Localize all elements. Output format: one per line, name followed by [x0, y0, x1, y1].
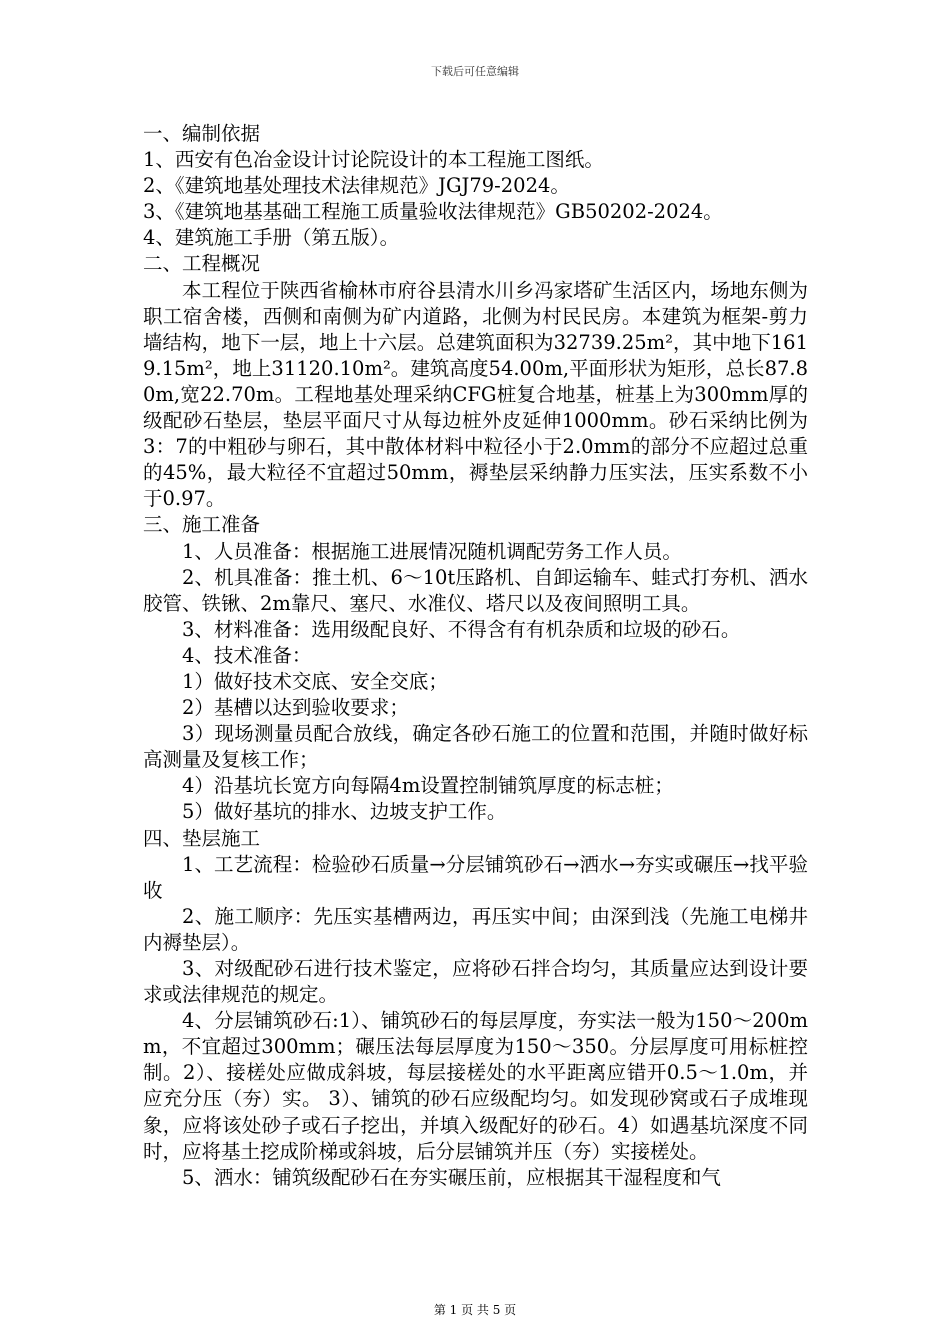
- body-paragraph: 3、对级配砂石进行技术鉴定，应将砂石拌合均匀，其质量应达到设计要求或法律规范的规定。: [143, 957, 808, 1007]
- page-footer: 第 1 页 共 5 页: [433, 1303, 517, 1317]
- section-line: 2、《建筑地基处理技术法律规范》JGJ79-2024。: [143, 174, 570, 198]
- body-paragraph: 3、材料准备：选用级配良好、不得含有有机杂质和垃圾的砂石。: [182, 617, 741, 641]
- page-header: 下载后可任意编辑: [431, 65, 519, 78]
- section-line: 三、施工准备: [143, 513, 261, 537]
- body-paragraph: 4、技术准备：: [182, 643, 312, 667]
- body-paragraph: 2、施工顺序：先压实基槽两边，再压实中间；由深到浅（先施工电梯井内褥垫层）。: [143, 904, 808, 954]
- body-paragraph: 本工程位于陕西省榆林市府谷县清水川乡冯家塔矿生活区内，场地东侧为职工宿舍楼，西侧和南侧为矿内道路，北侧为村民民房。本建筑为框架-剪力墙结构，地下一层，地上十六层。总建筑面积为32739.25m²，其中地下1619.15m²，地上31120.10m²。建筑高度54.00m,平面形状为矩形，总长87.80m,宽22.70m。工程地基处理采纳CFG桩复合地基，桩基上为300mm厚的级配砂石垫层，垫层平面尺寸从每边桩外皮延伸1000mm。砂石采纳比例为3：7的中粗砂与卵石，其中散体材料中粒径小于2.0mm的部分不应超过总重的45%，最大粒径不宜超过50mm，褥垫层采纳静力压实法，压实系数不小于0.97。: [143, 278, 808, 511]
- body-paragraph: 1、工艺流程：检验砂石质量→分层铺筑砂石→洒水→夯实或碾压→找平验收: [143, 852, 808, 902]
- section-line: 4、建筑施工手册（第五版）。: [143, 226, 400, 250]
- body-paragraph: 2、机具准备：推土机、6～10t压路机、自卸运输车、蛙式打夯机、洒水胶管、铁锹、2m靠尺、塞尺、水准仪、塔尺以及夜间照明工具。: [143, 565, 808, 615]
- body-paragraph: 4）沿基坑长宽方向每隔4m设置控制铺筑厚度的标志桩；: [182, 774, 674, 798]
- section-line: 四、垫层施工: [143, 826, 261, 850]
- section-line: 一、编制依据: [143, 122, 261, 145]
- section-line: 二、工程概况: [143, 252, 261, 276]
- body-paragraph: 1、人员准备：根据施工进展情况随机调配劳务工作人员。: [182, 539, 682, 563]
- section-line: 3、《建筑地基基础工程施工质量验收法律规范》GB50202-2024。: [143, 200, 723, 224]
- body-paragraph: 4、分层铺筑砂石:1）、铺筑砂石的每层厚度，夯实法一般为150～200mm，不宜超过300mm；碾压法每层厚度为150～350。分层厚度可用标桩控制。2）、接槎处应做成斜坡，每层接槎处的水平距离应错开0.5～1.0m，并应充分压（夯）实。 3）、铺筑的砂石应级配均匀。如发现砂窝或石子成堆现象，应将该处砂子或石子挖出，并填入级配好的砂石。4）如遇基坑深度不同时，应将基土挖成阶梯或斜坡，后分层铺筑并压（夯）实接槎处。: [143, 1009, 808, 1163]
- body-paragraph: 1）做好技术交底、安全交底；: [182, 669, 448, 693]
- body-paragraph: 3）现场测量员配合放线，确定各砂石施工的位置和范围，并随时做好标高测量及复核工作；: [143, 722, 808, 772]
- body-paragraph: 5）做好基坑的排水、边坡支护工作。: [182, 800, 507, 824]
- body-paragraph: 2）基槽以达到验收要求；: [182, 696, 409, 720]
- document-body: [143, 121, 808, 1191]
- section-line: 1、西安有色冶金设计讨论院设计的本工程施工图纸。: [143, 148, 604, 172]
- body-paragraph: 5、洒水：铺筑级配砂石在夯实碾压前，应根据其干湿程度和气: [182, 1165, 721, 1189]
